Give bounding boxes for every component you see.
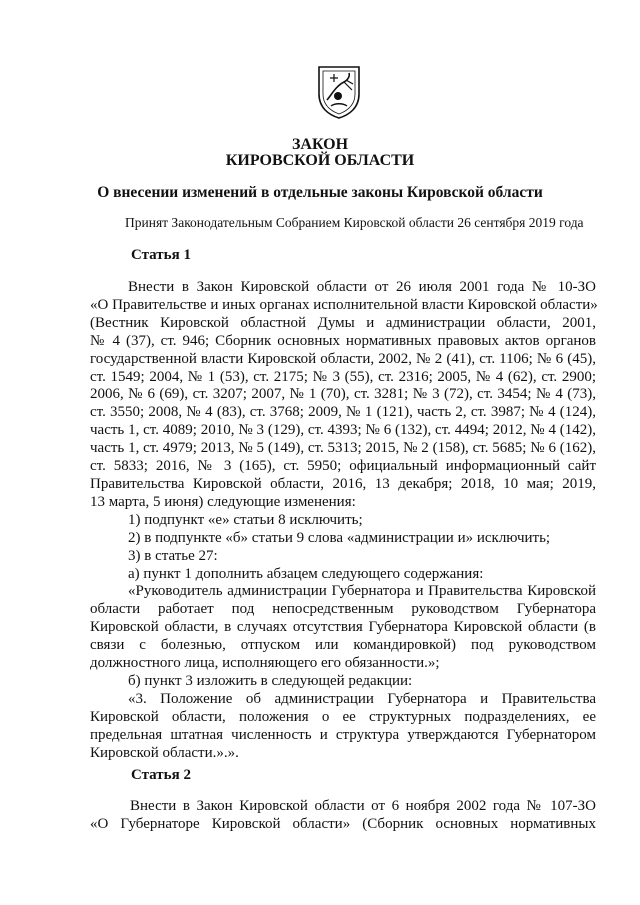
issuer-title: КИРОВСКОЙ ОБЛАСТИ — [225, 152, 415, 169]
paragraph-line: 13 марта, 5 июня) следующие изменения: — [90, 493, 356, 510]
paragraph-line: Правительства Кировской области, 2016, 13 декабря; 2018, 10 мая; 2019, — [90, 475, 596, 492]
paragraph-line: ст. 1549; 2004, № 1 (53), ст. 2175; № 3 (55), ст. 2316; 2005, № 4 (62), ст. 2900; — [90, 368, 596, 385]
law-subject-heading: О внесении изменений в отдельные законы Кировской области — [97, 184, 543, 201]
paragraph-line: «О Правительстве и иных органах исполнительной власти Кировской области» — [90, 296, 598, 313]
paragraph-line: ст. 3550; 2008, № 4 (83), ст. 3768; 2009, № 1 (121), часть 2, ст. 3987; № 4 (124), — [90, 404, 596, 421]
paragraph-line: государственной власти Кировской области, 2002, № 2 (41), ст. 1106; № 6 (45), — [90, 350, 596, 367]
paragraph-line: 2006, № 6 (69), ст. 3207; 2007, № 1 (70), ст. 3281; № 3 (72), ст. 3454; № 4 (73), — [90, 386, 596, 403]
amendment-item-2: 2) в подпункте «б» статьи 9 слова «администрации и» исключить; — [128, 529, 551, 546]
quoted-text-line: предельная штатная численность и структура утверждаются Губернатором — [90, 726, 596, 743]
paragraph-line: часть 1, ст. 4089; 2010, № 3 (129), ст. 4393; № 6 (132), ст. 4494; 2012, № 4 (142), — [90, 422, 596, 439]
document-type-title: ЗАКОН — [291, 136, 349, 153]
kirov-region-coat-of-arms-icon — [316, 64, 362, 120]
paragraph-line: Внести в Закон Кировской области от 26 июля 2001 года № 10-ЗО — [128, 279, 596, 295]
quoted-text-line: связи с болезнью, отпуском или командировкой) под руководством — [90, 637, 596, 654]
paragraph-line: «О Губернаторе Кировской области» (Сборник основных нормативных — [90, 815, 596, 832]
quoted-text-line: области работает под непосредственным руководством Губернатора — [90, 601, 596, 618]
paragraph-line: (Вестник Кировской областной Думы и администрации области, 2001, — [90, 314, 596, 331]
quoted-text-line: Кировской области, положения о ее структурных подразделениях, ее — [90, 708, 596, 725]
article-1-heading: Статья 1 — [131, 247, 191, 263]
adoption-note: Принят Законодательным Собранием Кировской области 26 сентября 2019 года — [125, 215, 584, 230]
paragraph-line: № 4 (37), ст. 946; Сборник основных нормативных правовых актов органов — [90, 332, 596, 349]
amendment-item-1: 1) подпункт «е» статьи 8 исключить; — [128, 511, 363, 528]
paragraph-line: часть 1, ст. 4979; 2013, № 5 (149), ст. 5313; 2015, № 2 (158), ст. 5685; № 6 (162), — [90, 440, 596, 457]
quoted-text-line: «3. Положение об администрации Губернатора и Правительства — [128, 690, 596, 707]
article-1-body — [90, 279, 596, 762]
paragraph-line: Внести в Закон Кировской области от 6 ноября 2002 года № 107-ЗО — [130, 798, 596, 814]
quoted-text-line: Кировской области.».». — [90, 744, 239, 761]
amendment-item-3b: б) пункт 3 изложить в следующей редакции: — [128, 672, 413, 689]
article-2-heading: Статья 2 — [131, 767, 191, 783]
paragraph-line: ст. 5833; 2016, № 3 (165), ст. 5950; официальный информационный сайт — [90, 458, 596, 475]
amendment-item-3: 3) в статье 27: — [128, 547, 218, 564]
amendment-item-3a: а) пункт 1 дополнить абзацем следующего содержания: — [128, 565, 484, 582]
article-2-body — [90, 798, 596, 834]
quoted-text-line: должностного лица, исполняющего его обязанности.»; — [90, 655, 440, 672]
quoted-text-line: «Руководитель администрации Губернатора и Правительства Кировской — [128, 583, 596, 600]
quoted-text-line: Кировской области, в случаях отсутствия Губернатора Кировской области (в — [90, 619, 596, 636]
